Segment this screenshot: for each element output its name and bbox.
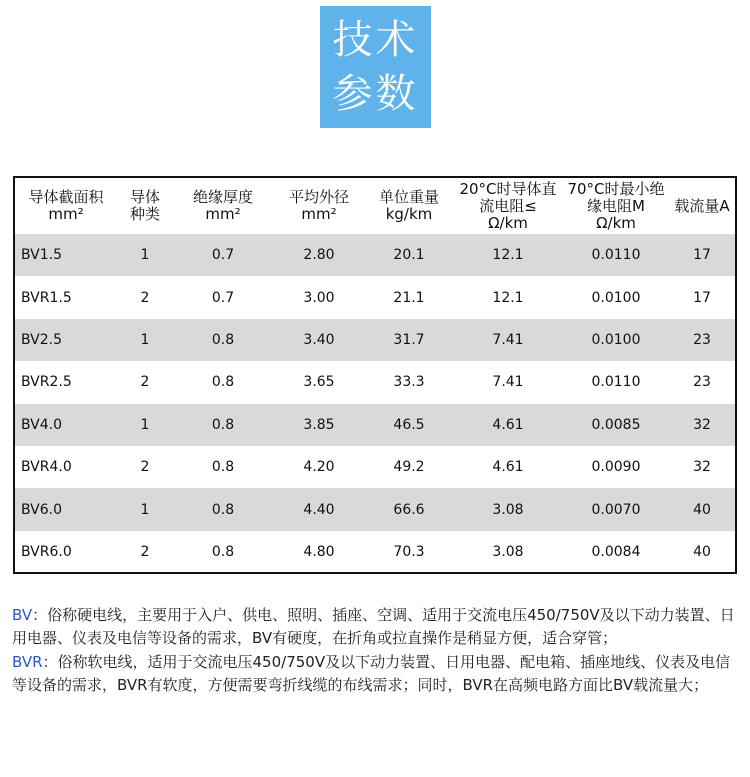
table-cell: 23 <box>693 374 711 391</box>
model-cell: BVR6.0 <box>21 543 72 560</box>
table-cell: 1 <box>117 234 173 276</box>
table-cell: 4.80 <box>303 543 335 560</box>
table-cell: 4.40 <box>273 488 365 530</box>
table-row <box>15 276 735 318</box>
model-cell: BV6.0 <box>15 488 117 530</box>
table-cell: 0.0085 <box>563 404 669 446</box>
model-cell: BV1.5 <box>15 234 117 276</box>
table-cell: 3.00 <box>303 289 335 306</box>
table-cell: 4.61 <box>492 459 524 476</box>
column-header-line: 载流量A <box>674 196 730 215</box>
table-row <box>15 404 735 446</box>
column-header-line: 种类 <box>129 205 160 223</box>
table-cell: 2 <box>140 374 150 391</box>
spec-table <box>13 176 737 574</box>
note-text: ：俗称软电线，适用于交流电压450/750V及以下动力装置、日用电器、配电箱、插座地线、仪表及电信等设备的需求，BVR有软度，方便需要弯折线缆的布线需求；同时，BVR在高频电路方面比BV载流量大； <box>12 653 731 694</box>
model-cell: BVR2.5 <box>21 374 72 391</box>
column-header-line: 流电阻≤ <box>479 196 537 215</box>
table-cell: 0.0084 <box>591 543 641 560</box>
table-header <box>15 178 735 234</box>
table-cell: 40 <box>669 488 735 530</box>
table-cell: 0.8 <box>173 488 273 530</box>
table-cell: 32 <box>669 404 735 446</box>
column-header <box>15 178 117 234</box>
column-header-line: Ω/km <box>488 213 528 232</box>
table-cell: 2 <box>140 543 150 560</box>
table-cell: 33.3 <box>393 374 425 391</box>
table-row <box>15 488 735 530</box>
table-cell: 40 <box>693 543 711 560</box>
table-cell: 2 <box>140 289 150 306</box>
table-cell: 4.20 <box>303 459 335 476</box>
model-cell: BVR1.5 <box>21 289 72 306</box>
table-body <box>15 234 735 573</box>
table-cell: 49.2 <box>393 459 425 476</box>
note-tag: BVR <box>12 653 43 671</box>
column-header-line: mm² <box>301 205 337 223</box>
table-cell: 20.1 <box>365 234 453 276</box>
column-header <box>563 178 669 234</box>
table-cell: 3.08 <box>492 543 524 560</box>
table-row <box>15 361 735 403</box>
table-cell: 3.65 <box>303 374 335 391</box>
table-cell: 23 <box>669 319 735 361</box>
table-cell: 66.6 <box>365 488 453 530</box>
table-cell: 12.1 <box>453 234 563 276</box>
column-header <box>173 178 273 234</box>
table-cell: 0.8 <box>173 319 273 361</box>
table-cell: 3.08 <box>453 488 563 530</box>
column-header-line: mm² <box>48 205 84 223</box>
table-cell: 1 <box>117 319 173 361</box>
column-header-line: Ω/km <box>596 213 636 232</box>
column-header-line: 平均外径 <box>288 188 349 206</box>
table-cell: 17 <box>693 289 711 306</box>
table-cell: 2 <box>140 459 150 476</box>
table-cell: 3.40 <box>273 319 365 361</box>
table-cell: 31.7 <box>365 319 453 361</box>
title-line-2: 参数 <box>332 71 419 117</box>
column-header-line: 缘电阻M <box>587 196 645 215</box>
table-cell: 46.5 <box>365 404 453 446</box>
model-cell: BV2.5 <box>15 319 117 361</box>
table-cell: 0.0070 <box>563 488 669 530</box>
table-cell: 0.0090 <box>591 459 641 476</box>
note-bvr <box>12 651 740 697</box>
note-text: ：俗称硬电线，主要用于入户、供电、照明、插座、空调、适用于交流电压450/750V及以下动力装置、日用电器、仪表及电信等设备的需求，BV有硬度，在折角或拉直操作是稍显方便，适合穿管； <box>12 606 735 647</box>
table-row <box>15 531 735 573</box>
table-cell: 0.0100 <box>563 319 669 361</box>
table-cell: 0.8 <box>211 374 235 391</box>
column-header-line: 导体截面积 <box>28 188 104 206</box>
description-notes <box>12 604 740 698</box>
column-header <box>453 178 563 234</box>
table-cell: 0.0110 <box>563 234 669 276</box>
column-header <box>669 178 735 234</box>
table-cell: 7.41 <box>453 319 563 361</box>
table-cell: 0.8 <box>173 404 273 446</box>
note-tag: BV <box>12 606 33 624</box>
table-cell: 21.1 <box>393 289 425 306</box>
note-bv <box>12 604 740 650</box>
table-cell: 0.0110 <box>591 374 641 391</box>
table-cell: 1 <box>117 488 173 530</box>
table-cell: 32 <box>693 459 711 476</box>
table-cell: 1 <box>117 404 173 446</box>
column-header-line: 绝缘厚度 <box>192 188 253 206</box>
table-cell: 70.3 <box>393 543 425 560</box>
table-cell: 0.8 <box>211 543 235 560</box>
column-header-line: mm² <box>205 205 241 223</box>
model-cell: BVR4.0 <box>21 459 72 476</box>
table-row <box>15 234 735 276</box>
column-header-line: kg/km <box>385 205 433 223</box>
table-cell: 2.80 <box>273 234 365 276</box>
model-cell: BV4.0 <box>15 404 117 446</box>
table-row <box>15 319 735 361</box>
column-header <box>273 178 365 234</box>
table-cell: 3.85 <box>273 404 365 446</box>
table-row <box>15 446 735 488</box>
title-line-1: 技术 <box>332 17 419 63</box>
column-header-line: 70°C时最小绝 <box>567 179 665 198</box>
section-title <box>320 6 431 128</box>
table-cell: 0.8 <box>211 459 235 476</box>
column-header-line: 单位重量 <box>378 188 439 206</box>
column-header-line: 导体 <box>129 188 160 206</box>
table-cell: 0.7 <box>173 234 273 276</box>
table-cell: 0.0100 <box>591 289 641 306</box>
table-cell: 0.7 <box>211 289 235 306</box>
column-header <box>117 178 173 234</box>
column-header-line: 20°C时导体直 <box>459 179 557 198</box>
table-cell: 4.61 <box>453 404 563 446</box>
table-cell: 17 <box>669 234 735 276</box>
column-header <box>365 178 453 234</box>
table-cell: 7.41 <box>492 374 524 391</box>
table-cell: 12.1 <box>492 289 524 306</box>
